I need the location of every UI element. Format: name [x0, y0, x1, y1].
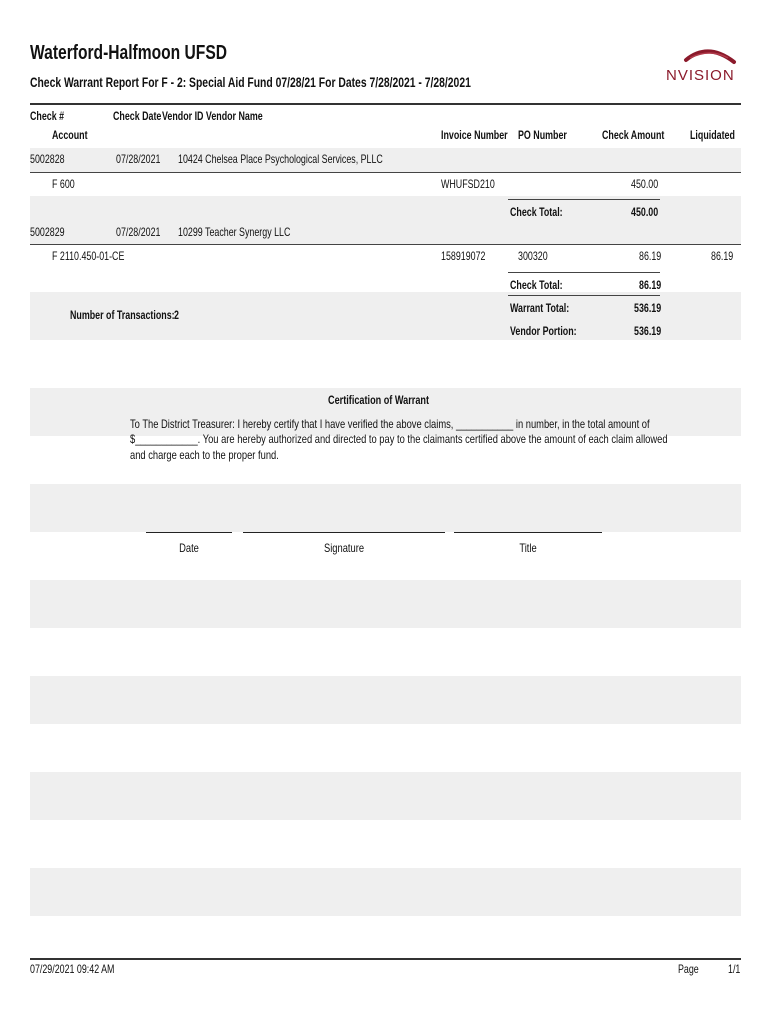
- invoice-number: 158919072: [441, 249, 486, 263]
- warrant-total-label: Warrant Total:: [510, 301, 570, 315]
- title-line: [454, 532, 602, 533]
- row-band: [30, 676, 741, 724]
- date-label: Date: [179, 541, 199, 555]
- col-vendor: Vendor ID Vendor Name: [162, 109, 263, 123]
- po-number: 300320: [518, 249, 548, 263]
- col-invoice: Invoice Number: [441, 128, 508, 142]
- org-name: Waterford-Halfmoon UFSD: [30, 42, 228, 64]
- vendor-portion: 536.19: [634, 324, 662, 338]
- signature-label: Signature: [323, 541, 365, 555]
- row-band: [30, 772, 741, 820]
- check-total-label: Check Total:: [510, 278, 563, 292]
- check-number: 5002828: [30, 152, 65, 166]
- col-check-no: Check #: [30, 109, 65, 123]
- nvision-logo: [664, 46, 740, 86]
- row-band: [30, 868, 741, 916]
- row-rule: [30, 172, 741, 173]
- total-rule: [508, 199, 660, 200]
- total-rule: [508, 272, 660, 273]
- account: F 600: [52, 177, 75, 191]
- certification-title: Certification of Warrant: [328, 393, 430, 407]
- account: F 2110.450-01-CE: [52, 249, 125, 263]
- svg-text:NVISION: NVISION: [666, 67, 735, 84]
- invoice-number: WHUFSD210: [441, 177, 495, 191]
- certification-line: To The District Treasurer: I hereby certify that I have verified the above claims, ___________ in number, in the total amount of: [130, 417, 650, 431]
- summary-rule: [508, 295, 660, 296]
- check-total: 450.00: [631, 205, 659, 219]
- vendor-name: 10424 Chelsea Place Psychological Services, PLLC: [178, 152, 383, 166]
- report-title: Check Warrant Report For F - 2: Special Aid Fund 07/28/21 For Dates 7/28/2021 - 7/28/2021: [30, 74, 471, 90]
- transactions-label: Number of Transactions:: [70, 308, 175, 322]
- row-rule: [30, 244, 741, 245]
- liquidated-amount: 86.19: [711, 249, 734, 263]
- check-amount: 450.00: [631, 177, 659, 191]
- row-band: [30, 484, 741, 532]
- certification-line: $____________. You are hereby authorized and directed to pay to the claimants certified above the amount of each claim allowed: [130, 432, 668, 446]
- col-liquidated: Liquidated: [690, 128, 735, 142]
- page-label: Page: [678, 962, 699, 976]
- date-line: [146, 532, 232, 533]
- warrant-total: 536.19: [634, 301, 662, 315]
- header-rule: [30, 103, 741, 105]
- col-check-amount: Check Amount: [602, 128, 665, 142]
- check-number: 5002829: [30, 225, 65, 239]
- check-amount: 86.19: [639, 249, 662, 263]
- transactions-count: 2: [174, 308, 179, 322]
- check-total: 86.19: [639, 278, 662, 292]
- certification-line: and charge each to the proper fund.: [130, 448, 279, 462]
- col-po: PO Number: [518, 128, 567, 142]
- signature-line: [243, 532, 445, 533]
- col-check-date: Check Date: [113, 109, 162, 123]
- row-band: [30, 580, 741, 628]
- check-total-label: Check Total:: [510, 205, 563, 219]
- col-account: Account: [52, 128, 88, 142]
- vendor-name: 10299 Teacher Synergy LLC: [178, 225, 291, 239]
- check-date: 07/28/2021: [116, 152, 161, 166]
- check-date: 07/28/2021: [116, 225, 161, 239]
- title-label: Title: [519, 541, 537, 555]
- footer-timestamp: 07/29/2021 09:42 AM: [30, 962, 115, 976]
- page-number: 1/1: [728, 962, 741, 976]
- vendor-portion-label: Vendor Portion:: [510, 324, 577, 338]
- footer-rule: [30, 958, 741, 960]
